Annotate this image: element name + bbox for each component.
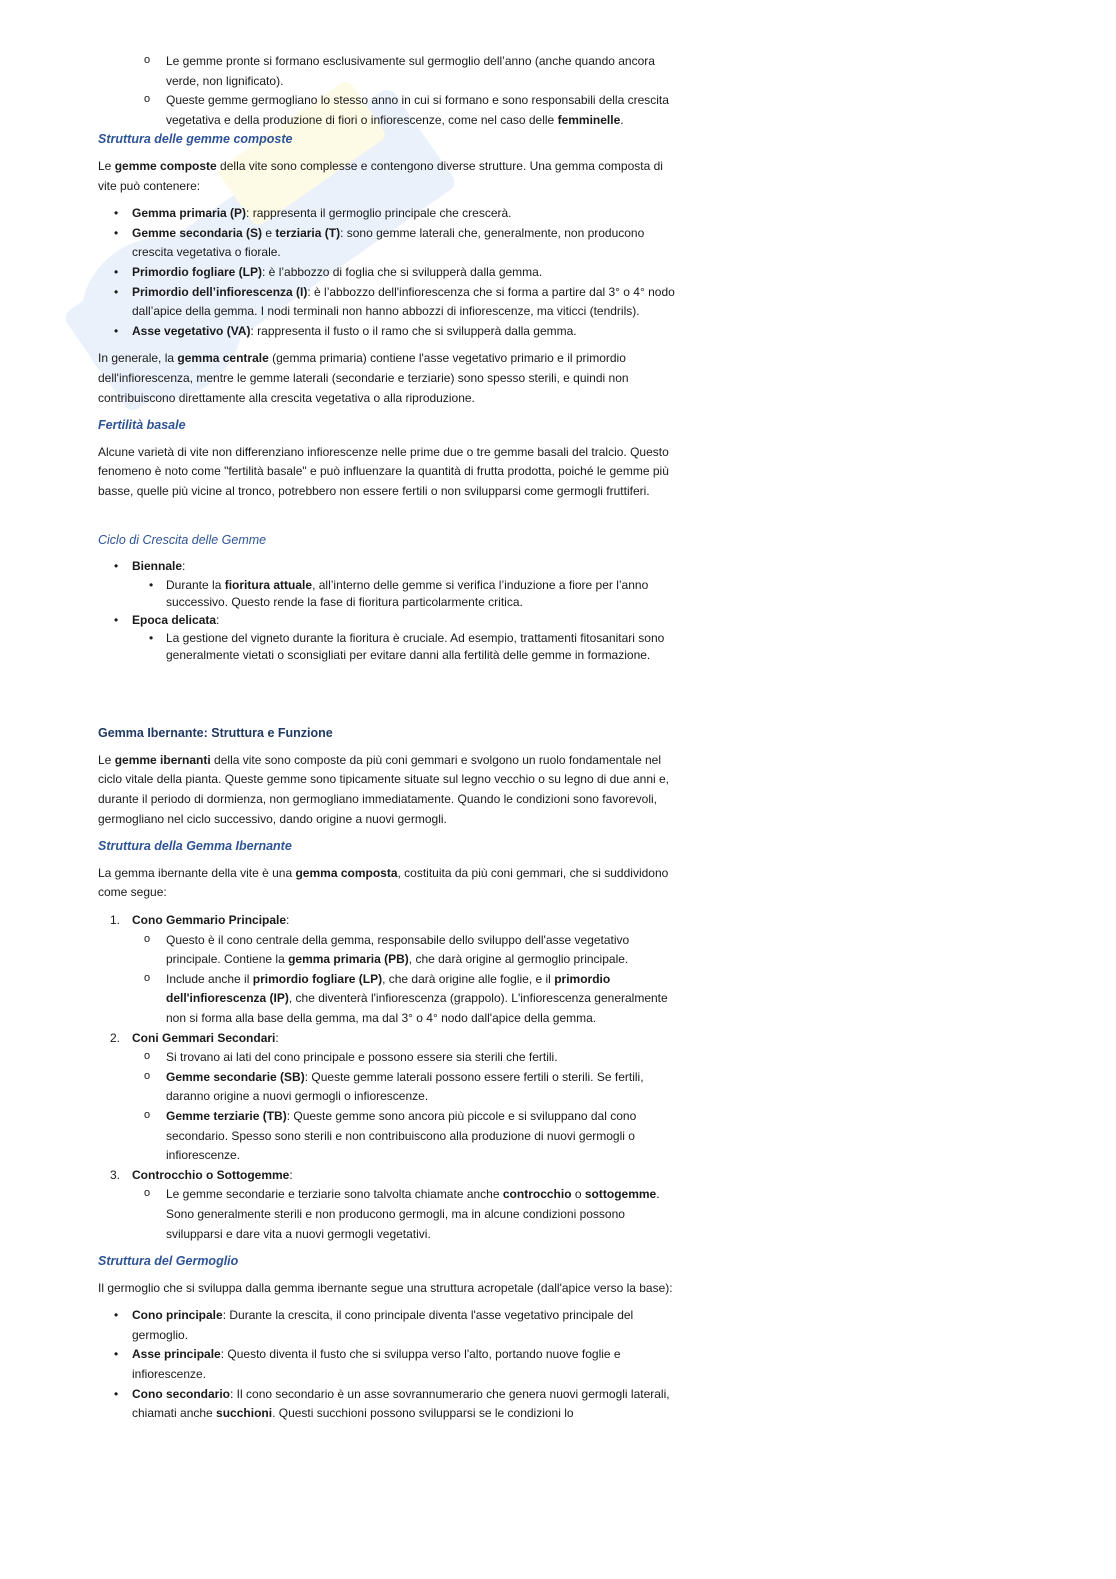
list-item: • Biennale: • Durante la fioritura attuale, all’interno delle gemme si verifica l’induzione a fiore per l’anno successivo. Questo rende la fase di fioritura particolarmente critica. <box>132 557 678 611</box>
list-item: • Cono principale: Durante la crescita, il cono principale diventa l'asse vegetativo principale del germoglio. <box>132 1306 678 1345</box>
sub-list <box>132 630 678 664</box>
list-item: • Asse vegetativo (VA): rappresenta il fusto o il ramo che si svilupperà dalla gemma. <box>132 322 678 342</box>
sub-list <box>132 931 678 1029</box>
list-item: • Cono secondario: Il cono secondario è un asse sovrannumerario che genera nuovi germogli laterali, chiamati anche succhioni. Questi succhioni possono svilupparsi se le condizioni lo <box>132 1385 678 1424</box>
sub-list <box>132 1185 678 1244</box>
bullet-list <box>98 1306 678 1424</box>
top-circle-list <box>98 52 678 130</box>
list-item: • Primordio dell’infiorescenza (I): è l’abbozzo dell'infiorescenza che si forma a partire dal 3° o 4° nodo dall’apice della gemma. I nodi terminali non hanno abbozzi di infiorescenze, ma viticci (tendrils). <box>132 283 678 322</box>
heading-struttura-gemma-ibernante: Struttura della Gemma Ibernante <box>98 839 292 854</box>
list-item: • Durante la fioritura attuale, all’interno delle gemme si verifica l’induzione a fiore per l’anno successivo. Questo rende la fase di fioritura particolarmente critica. <box>166 577 678 611</box>
list-item: • Gemma primaria (P): rappresenta il germoglio principale che crescerà. <box>132 204 678 224</box>
list-item: • Primordio fogliare (LP): è l’abbozzo di foglia che si svilupperà dalla gemma. <box>132 263 678 283</box>
heading-gemme-composte: Struttura delle gemme composte <box>98 132 293 147</box>
sub-list <box>132 577 678 611</box>
list-item: o Le gemme secondarie e terziarie sono talvolta chiamate anche controcchio o sottogemme. Sono generalmente sterili e non producono germogli, ma in alcune condizioni possono svilupparsi e dare vita a nuovi germogli vegetativi. <box>166 1185 678 1244</box>
list-item: o Queste gemme germogliano lo stesso anno in cui si formano e sono responsabili della crescita vegetativa e della produzione di fiori o infiorescenze, come nel caso delle femminelle. <box>166 91 678 130</box>
list-item: • Asse principale: Questo diventa il fusto che si sviluppa verso l'alto, portando nuove foglie e infiorescenze. <box>132 1345 678 1384</box>
heading-gemma-ibernante: Gemma Ibernante: Struttura e Funzione <box>98 726 333 741</box>
paragraph: In generale, la gemma centrale (gemma primaria) contiene l'asse vegetativo primario e il primordio dell'infiorescenza, mentre le gemme laterali (secondarie e terziarie) sono spesso sterili, e quindi non contribuiscono direttamente alla crescita vegetativa o alla riproduzione. <box>98 351 629 405</box>
sub-list <box>132 1048 678 1166</box>
list-item: 2. Coni Gemmari Secondari: o Si trovano ai lati del cono principale e possono essere sia sterili che fertili. o Gemme secondarie (SB): Queste gemme laterali possono essere fertili o sterili. Se fertili, daranno origine a nuovi germogli o infiorescenze. o Gemme terziarie (TB): Queste gemme sono ancora più piccole e si sviluppano dal cono secondario. Spesso sono sterili e non contribuiscono alla produzione di nuovi germogli o infiorescenze. <box>132 1029 678 1166</box>
list-item: o Gemme terziarie (TB): Queste gemme sono ancora più piccole e si sviluppano dal cono secondario. Spesso sono sterili e non contribuiscono alla produzione di nuovi germogli o infiorescenze. <box>166 1107 678 1166</box>
list-item: o Include anche il primordio fogliare (LP), che darà origine alle foglie, e il primordio dell'infiorescenza (IP), che diventerà l'infiorescenza (grappolo). L'infiorescenza generalmente non si forma alla base della gemma, ma dal 3° o 4° nodo dall'apice della gemma. <box>166 970 678 1029</box>
document-page <box>98 52 678 1432</box>
heading-struttura-germoglio: Struttura del Germoglio <box>98 1254 239 1269</box>
list-item: • La gestione del vigneto durante la fioritura è cruciale. Ad esempio, trattamenti fitosanitari sono generalmente vietati o sconsigliati per evitare danni alla fertilità delle gemme in formazione. <box>166 630 678 664</box>
list-item: 1. Cono Gemmario Principale: o Questo è il cono centrale della gemma, responsabile dello sviluppo dell'asse vegetativo principale. Contiene la gemma primaria (PB), che darà origine al germoglio principale. o Include anche il primordio fogliare (LP), che darà origine alle foglie, e il primordio dell'infiorescenza (IP), che diventerà l'infiorescenza (grappolo). L'infiorescenza generalmente non si forma alla base della gemma, ma dal 3° o 4° nodo dall'apice della gemma. <box>132 911 678 1029</box>
paragraph: Alcune varietà di vite non differenziano infiorescenze nelle prime due o tre gemme basali del tralcio. Questo fenomeno è noto come "fertilità basale" e può influenzare la quantità di frutta prodotta, poiché le gemme più basse, quelle più vicine al tronco, potrebbero non essere fertili o non svilupparsi come germogli fruttiferi. <box>98 444 669 498</box>
list-item: o Questo è il cono centrale della gemma, responsabile dello sviluppo dell'asse vegetativo principale. Contiene la gemma primaria (PB), che darà origine al germoglio principale. <box>166 931 678 970</box>
numbered-list <box>98 911 678 1244</box>
paragraph: Le gemme ibernanti della vite sono composte da più coni gemmari e svolgono un ruolo fondamentale nel ciclo vitale della pianta. Queste gemme sono tipicamente situate sul legno vecchio o su legno di due anni e, durante il periodo di dormienza, non germogliano immediatamente. Quando le condizioni sono favorevoli, germogliano nel ciclo successivo, dando origine a nuovi germogli. <box>98 752 670 826</box>
list-item: o Gemme secondarie (SB): Queste gemme laterali possono essere fertili o sterili. Se fertili, daranno origine a nuovi germogli o infiorescenze. <box>166 1068 678 1107</box>
list-item: • Gemme secondaria (S) e terziaria (T): sono gemme laterali che, generalmente, non producono crescita vegetativa o fiorale. <box>132 224 678 263</box>
heading-ciclo-crescita: Ciclo di Crescita delle Gemme <box>98 533 267 548</box>
paragraph: Le gemme composte della vite sono complesse e contengono diverse strutture. Una gemma composta di vite può contenere: <box>98 158 663 193</box>
bullet-list <box>98 557 678 664</box>
heading-fertilita-basale: Fertilità basale <box>98 418 186 433</box>
bullet-list <box>98 204 678 341</box>
list-item: • Epoca delicata: • La gestione del vigneto durante la fioritura è cruciale. Ad esempio, trattamenti fitosanitari sono generalmente vietati o sconsigliati per evitare danni alla fertilità delle gemme in formazione. <box>132 611 678 665</box>
paragraph: Il germoglio che si sviluppa dalla gemma ibernante segue una struttura acropetale (dall'apice verso la base): <box>98 1280 673 1295</box>
paragraph: La gemma ibernante della vite è una gemma composta, costituita da più coni gemmari, che si suddividono come segue: <box>98 865 669 900</box>
list-item: o Le gemme pronte si formano esclusivamente sul germoglio dell’anno (anche quando ancora verde, non lignificato). <box>166 52 678 91</box>
list-item: o Si trovano ai lati del cono principale e possono essere sia sterili che fertili. <box>166 1048 678 1068</box>
list-item: 3. Controcchio o Sottogemme: o Le gemme secondarie e terziarie sono talvolta chiamate anche controcchio o sottogemme. Sono generalmente sterili e non producono germogli, ma in alcune condizioni possono svilupparsi e dare vita a nuovi germogli vegetativi. <box>132 1166 678 1244</box>
